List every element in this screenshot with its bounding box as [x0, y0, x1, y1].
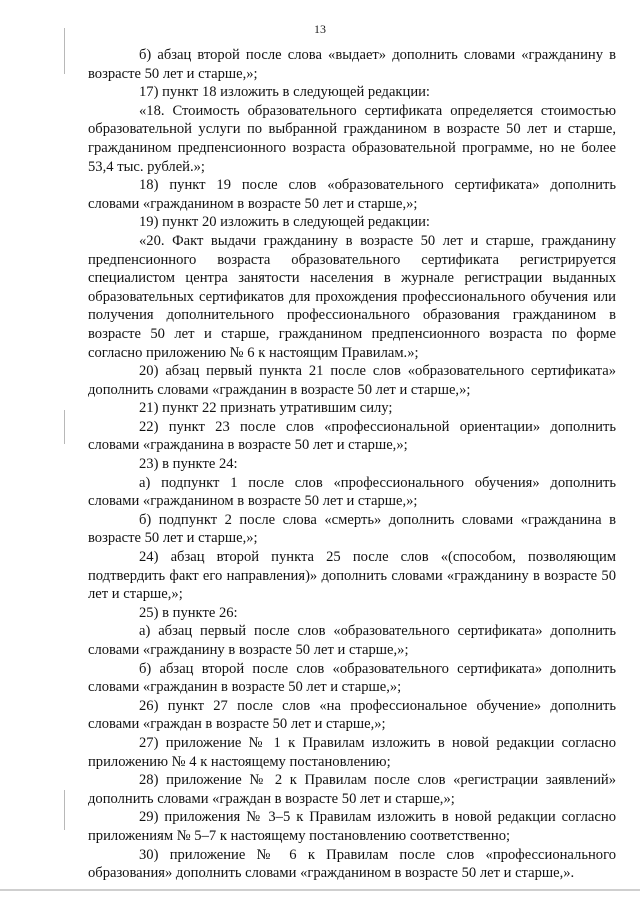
- paragraph: 30) приложение № 6 к Правилам после слов «профессионального образования» дополнить словами «гражданином в возрасте 50 лет и старше,».: [88, 846, 616, 882]
- paragraph: 21) пункт 22 признать утратившим силу;: [139, 400, 393, 417]
- paragraph: 28) приложение № 2 к Правилам после слов «регистрации заявлений» дополнить словами «граждан в возрасте 50 лет и старше,»;: [88, 772, 616, 807]
- scan-mark-lower: [64, 790, 65, 830]
- paragraph: 24) абзац второй пункта 25 после слов «(способом, позволяющим подтвердить факт его направления)» дополнить словами «гражданину в возрасте 50 лет и старше,»;: [88, 549, 616, 603]
- scan-mark-middle: [64, 410, 65, 444]
- paragraph: «20. Факт выдачи гражданину в возрасте 50 лет и старше, гражданину предпенсионного возраста образовательного сертификата регистрируется специалистом центра занятости населения в журнале регистрации выданных образовательных сертификатов для прохождения профессионального обучения или получения дополнительного профессионального образования гражданином в возрасте 50 лет и старше, гражданином предпенсионного возраста по форме согласно приложению № 6 к настоящим Правилам.»;: [88, 232, 616, 361]
- paragraph: 20) абзац первый пункта 21 после слов «образовательного сертификата» дополнить словами «гражданин в возрасте 50 лет и старше,»;: [88, 363, 616, 398]
- paragraph: 18) пункт 19 после слов «образовательного сертификата» дополнить словами «гражданином в возрасте 50 лет и старше,»;: [88, 177, 616, 212]
- page-number: 13: [314, 22, 326, 36]
- paragraph: 26) пункт 27 после слов «на профессиональное обучение» дополнить словами «граждан в возрасте 50 лет и старше,»;: [88, 697, 616, 733]
- document-body: [88, 46, 616, 883]
- paragraph: б) абзац второй после слов «образовательного сертификата» дополнить словами «гражданин в возрасте 50 лет и старше,»;: [88, 660, 616, 696]
- paragraph: а) подпункт 1 после слов «профессионального обучения» дополнить словами «гражданином в возрасте 50 лет и старше,»;: [88, 474, 616, 510]
- paragraph: а) абзац первый после слов «образовательного сертификата» дополнить словами «гражданину в возрасте 50 лет и старше,»;: [88, 623, 616, 658]
- page-bottom-edge: [0, 889, 640, 891]
- paragraph: б) абзац второй после слова «выдает» дополнить словами «гражданину в возрасте 50 лет и старше,»;: [88, 47, 616, 82]
- paragraph: 17) пункт 18 изложить в следующей редакции:: [139, 84, 430, 101]
- paragraph: 29) приложения № 3–5 к Правилам изложить в новой редакции согласно приложениям № 5–7 к настоящему постановлению соответственно;: [88, 809, 616, 844]
- paragraph: 25) в пункте 26:: [139, 604, 238, 621]
- scan-mark-top: [64, 28, 65, 74]
- paragraph: 19) пункт 20 изложить в следующей редакции:: [139, 214, 430, 231]
- paragraph: 27) приложение № 1 к Правилам изложить в новой редакции согласно приложению № 4 к настоящему постановлению;: [88, 734, 616, 770]
- paragraph: «18. Стоимость образовательного сертификата определяется стоимостью образовательной услуги по выбранной гражданином в возрасте 50 лет и старше, гражданином предпенсионного возраста образовательной программе, но не более 53,4 тыс. рублей.»;: [88, 102, 616, 175]
- paragraph: 23) в пункте 24:: [139, 456, 238, 473]
- paragraph: 22) пункт 23 после слов «профессиональной ориентации» дополнить словами «гражданина в возрасте 50 лет и старше,»;: [88, 418, 616, 454]
- paragraph: б) подпункт 2 после слова «смерть» дополнить словами «гражданина в возрасте 50 лет и старше,»;: [88, 511, 616, 547]
